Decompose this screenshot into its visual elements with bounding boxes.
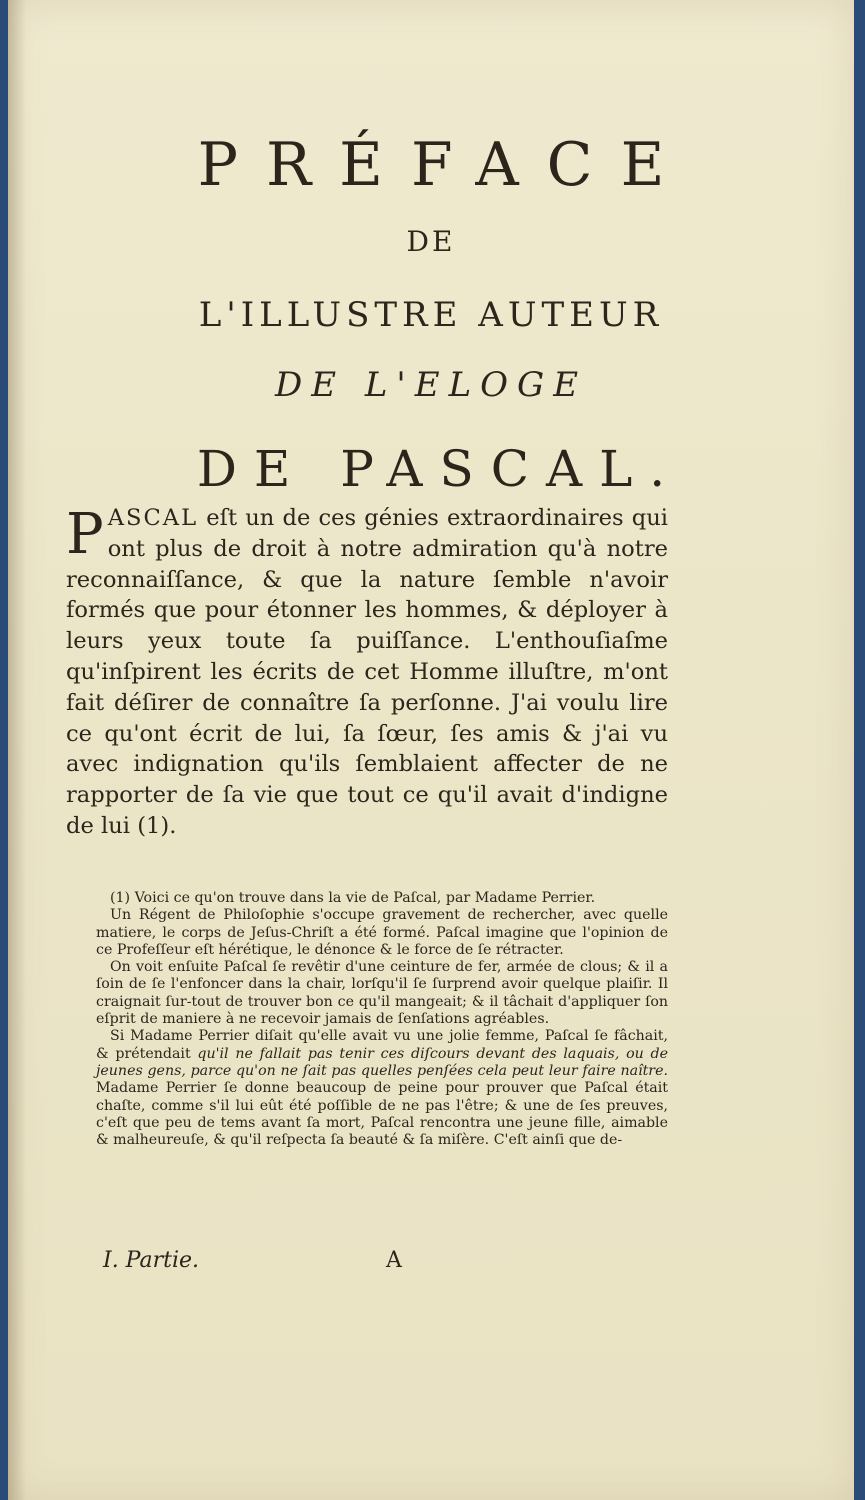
signature-part: I. Partie. [103, 1248, 200, 1273]
footnote [96, 890, 668, 1149]
footnote-para-3: On voit enſuite Paſcal ſe revêtir d'une ceinture de fer, armée de clous; & il a ſoin de ſe l'enfoncer dans la chair, lorſqu'il ſe ſurprend avoir quelque plaiſir. Il craignait ſur-tout de trouver bon ce qu'il mangeait; & il tâchait d'appliquer ſon eſprit de maniere à ne recevoir jamais de ſenſations agréables. [96, 959, 668, 1028]
footnote-para-4 [96, 1028, 668, 1149]
main-paragraph [66, 503, 668, 842]
title-eloge: DE L'ELOGE [274, 365, 588, 405]
first-word-rest: ASCAL [107, 505, 199, 531]
footnote-para-4-end: Madame Perrier ſe donne beaucoup de peine pour prouver que Paſcal était chaſte, comme s'il lui eût été poſſible de ne pas l'être; & une de ſes preuves, c'eſt que peu de tems avant ſa mort, Paſcal rencontra une jeune fille, aimable & malheureuſe, & qu'il reſpecta ſa beauté & ſa miſère. C'eſt ainſi que de- [96, 1080, 668, 1149]
drop-cap: P [66, 502, 104, 567]
title-pascal: DE PASCAL. [196, 440, 683, 498]
footnote-para-4-italic: qu'il ne fallait pas tenir ces diſcours devant des laquais, ou de jeunes gens, parce qu'on ne ſait pas quelles penſées cela peut leur faire naître. [96, 1045, 668, 1079]
book-page [8, 0, 854, 1500]
title-preface: PRÉFACE [197, 130, 693, 200]
title-illustre-auteur: L'ILLUSTRE AUTEUR [198, 295, 664, 335]
footnote-para-2: Un Régent de Philoſophie s'occupe gravement de rechercher, avec quelle matiere, le corps de Jeſus-Chriſt a été formé. Paſcal imagine que l'opinion de ce Profeſſeur eſt hérétique, le dénonce & le force de ſe rétracter. [96, 907, 668, 958]
signature-letter: A [386, 1248, 402, 1273]
footnote-para-1: (1) Voici ce qu'on trouve dans la vie de Paſcal, par Madame Perrier. [110, 890, 596, 906]
paragraph-text: eſt un de ces génies extraordinaires qui ont plus de droit à notre admiration qu'à notre reconnaiſſance, & que la nature ſemble n'avoir formés que pour étonner les hommes, & déployer à leurs yeux toute ſa puiſſance. L'enthouſiaſme qu'inſpirent les écrits de cet Homme illuſtre, m'ont fait déſirer de connaître ſa perſonne. J'ai voulu lire ce qu'ont écrit de lui, ſa ſœur, ſes amis & j'ai vu avec indignation qu'ils ſemblaient affecter de ne rapporter de ſa vie que tout ce qu'il avait d'indigne de lui (1). [66, 505, 668, 839]
title-de: DE [406, 225, 456, 258]
footnote-para-4-start: Si Madame Perrier diſait qu'elle avait vu une jolie femme, Paſcal ſe fâchait, & prétendait [96, 1028, 668, 1062]
